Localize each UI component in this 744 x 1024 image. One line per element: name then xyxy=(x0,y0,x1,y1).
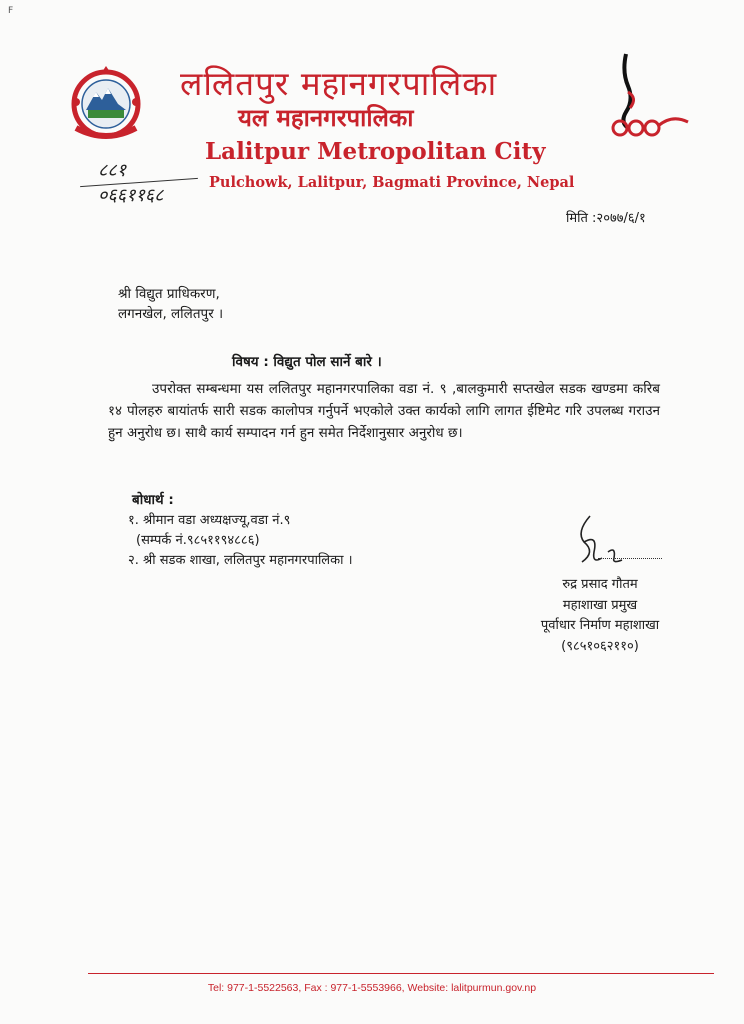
footer-contact: Tel: 977-1-5522563, Fax : 977-1-5553966, Website: lalitpurmun.gov.np xyxy=(207,982,537,994)
title-english: Lalitpur Metropolitan City xyxy=(205,138,546,165)
lalitpur-logo-icon xyxy=(608,52,692,140)
cc-title: बोधार्थ : xyxy=(132,492,174,508)
cc-item-1-contact: (सम्पर्क नं.९८५११९४८८६) xyxy=(136,533,260,548)
signature-mark xyxy=(568,512,668,574)
title-nepali: ललितपुर महानगरपालिका xyxy=(180,64,498,103)
signature-line xyxy=(598,558,662,559)
handwritten-number-1: ८८१ xyxy=(98,160,127,181)
recipient-line-1: श्री विद्युत प्राधिकरण, xyxy=(118,286,220,302)
title-newari: यल महानगरपालिका xyxy=(238,103,414,132)
recipient-block xyxy=(118,284,223,324)
footer-divider xyxy=(88,973,714,974)
signer-position: महाशाखा प्रमुख xyxy=(562,598,638,613)
letter-subject: विषय : विद्युत पोल सार्ने बारे । xyxy=(232,354,382,370)
signer-department: पूर्वाधार निर्माण महाशाखा xyxy=(540,618,660,633)
signer-name: रुद्र प्रसाद गौतम xyxy=(562,577,638,592)
letter-date: मिति :२०७७/६/१ xyxy=(566,211,646,226)
page-corner-mark: F xyxy=(8,6,14,16)
nepal-emblem-icon xyxy=(62,66,150,144)
letter-body: उपरोक्त सम्बन्धमा यस ललितपुर महानगरपालिका वडा नं. ९ ,बालकुमारी सप्तखेल सडक खण्डमा करिब १४ पोलहरु बायांतर्फ सारी सडक कालोपत्र गर्नुपर्ने भएकोले उक्त कार्यको लागि लागत ईष्टिमेट गरि उपलब्ध गराउन हुन अनुरोध छ। साथै कार्य सम्पादन गर्न हुन समेत निर्देशानुसार अनुरोध छ। xyxy=(108,381,660,441)
signer-phone: (९८५१०६२११०) xyxy=(561,639,639,654)
cc-item-2: २. श्री सडक शाखा, ललितपुर महानगरपालिका । xyxy=(128,553,353,568)
handwritten-number-2: ०६६११६८ xyxy=(98,185,164,206)
office-address: Pulchowk, Lalitpur, Bagmati Province, Nepal xyxy=(209,174,575,191)
recipient-line-2: लगनखेल, ललितपुर । xyxy=(118,306,224,322)
cc-item-1: १. श्रीमान वडा अध्यक्षज्यू,वडा नं.९ xyxy=(128,513,291,528)
